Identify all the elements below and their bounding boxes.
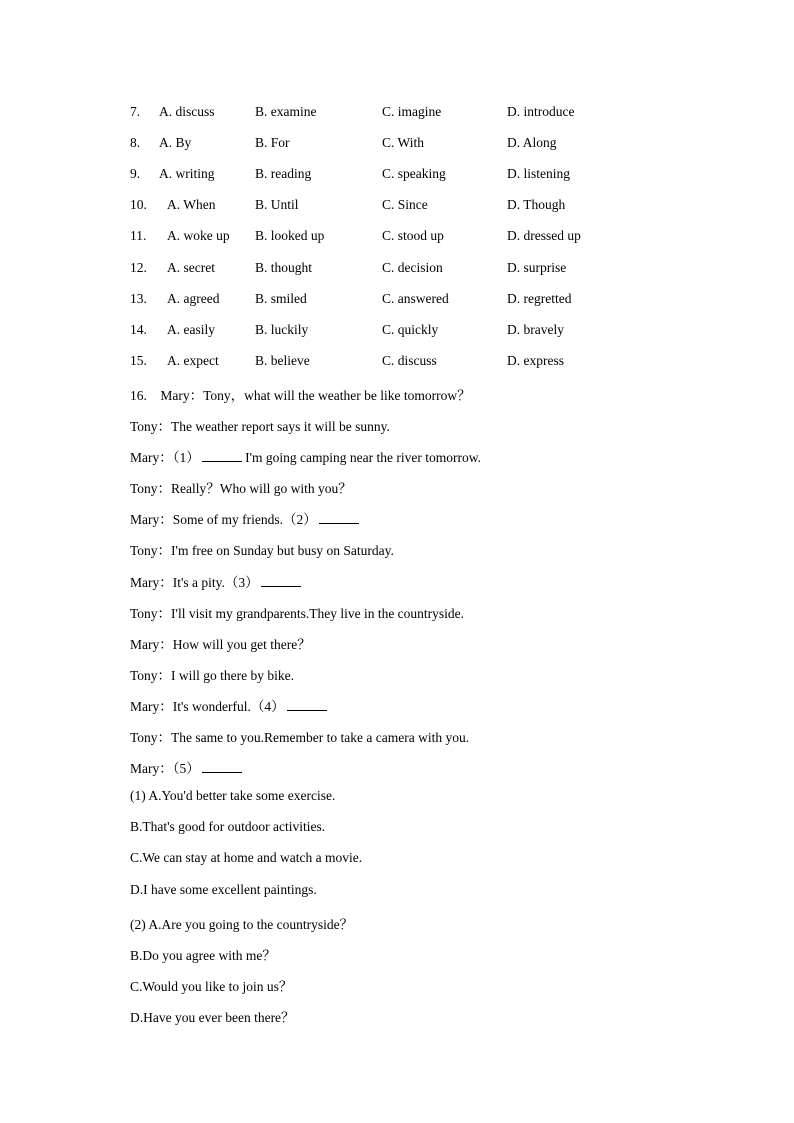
dialogue-text: Tony：The weather report says it will be sunny. (130, 419, 390, 434)
dialogue-text: Mary：How will you get there？ (130, 636, 311, 652)
answer-choice: B.That's good for outdoor activities. (130, 819, 326, 835)
option-a: A. discuss (159, 104, 215, 119)
option-b: B. looked up (255, 228, 325, 244)
question-row (130, 135, 610, 155)
option-b: B. believe (255, 352, 310, 368)
option-d: D. Though (507, 197, 566, 213)
dialogue-line (130, 571, 301, 591)
dialogue-text: Mary：It's wonderful.（4） (130, 698, 285, 714)
option-d: D. dressed up (507, 228, 581, 244)
question-number: 7. (130, 104, 141, 119)
option-c: C. decision (382, 259, 443, 275)
option-d: D. regretted (507, 290, 572, 306)
option-d: D. bravely (507, 321, 564, 337)
question-row (130, 166, 610, 186)
dialogue-text: Mary：（5） (130, 761, 200, 777)
option-c: C. discuss (382, 352, 437, 368)
question-row (130, 197, 610, 217)
question-number: 10. (130, 197, 147, 213)
option-a: A. expect (167, 352, 219, 368)
answer-choice: C.We can stay at home and watch a movie. (130, 850, 363, 866)
question-row (130, 228, 610, 248)
dialogue-text: Tony：The same to you.Remember to take a camera with you. (130, 730, 470, 745)
dialogue-line (130, 384, 471, 404)
answer-blank[interactable] (319, 511, 359, 524)
dialogue-line (130, 477, 352, 497)
question-row (130, 260, 610, 280)
option-b: B. reading (255, 166, 312, 182)
option-b: B. luckily (255, 321, 309, 337)
option-a: A. writing (159, 166, 215, 182)
dialogue-line (130, 726, 469, 746)
answer-choice: B.Do you agree with me？ (130, 947, 276, 963)
dialogue-line (130, 539, 394, 559)
option-a: A. agreed (167, 290, 220, 306)
question-number: 15. (130, 352, 147, 368)
question-row (130, 291, 610, 311)
option-b: B. thought (255, 259, 313, 275)
option-a: A. By (159, 135, 192, 151)
option-d: D. surprise (507, 259, 567, 275)
dialogue-text: Tony：I will go there by bike. (130, 667, 295, 683)
question-row (130, 104, 610, 124)
dialogue-line (130, 633, 311, 653)
option-b: B. For (255, 135, 290, 151)
option-c: C. Since (382, 197, 428, 213)
dialogue-line (130, 602, 464, 622)
question-number: 11. (130, 228, 147, 244)
dialogue-line (130, 508, 359, 528)
option-b: B. examine (255, 104, 317, 119)
answer-choice: (1) A.You'd better take some exercise. (130, 788, 336, 804)
option-d: D. listening (507, 166, 570, 182)
option-d: D. express (507, 352, 564, 368)
dialogue-line (130, 695, 327, 715)
dialogue-line (130, 446, 481, 466)
dialogue-text: Tony：I'm free on Sunday but busy on Saturday. (130, 543, 394, 559)
question-number: 8. (130, 135, 141, 151)
dialogue-line (130, 757, 242, 777)
answer-choice: (2) A.Are you going to the countryside？ (130, 916, 354, 932)
dialogue-text-after: I'm going camping near the river tomorrow. (241, 450, 481, 466)
dialogue-text: Tony：Really？Who will go with you？ (130, 481, 352, 497)
answer-blank[interactable] (202, 760, 242, 773)
option-b: B. Until (255, 197, 299, 213)
answer-blank[interactable] (202, 449, 242, 462)
dialogue-text: Mary：It's a pity.（3） (130, 574, 259, 590)
option-c: C. speaking (382, 166, 446, 182)
question-number: 13. (130, 290, 147, 306)
dialogue-line (130, 664, 294, 684)
option-a: A. secret (167, 259, 215, 275)
option-c: C. stood up (382, 228, 444, 244)
question-number: 12. (130, 259, 147, 275)
answer-blank[interactable] (261, 574, 301, 587)
option-a: A. woke up (167, 228, 230, 244)
option-a: A. When (167, 197, 216, 213)
dialogue-text: Tony：I'll visit my grandparents.They live in the countryside. (130, 605, 465, 621)
option-d: D. introduce (507, 104, 575, 119)
option-b: B. smiled (255, 290, 307, 306)
answer-blank[interactable] (287, 698, 327, 711)
answer-choice: D.I have some excellent paintings. (130, 881, 317, 897)
option-a: A. easily (167, 321, 215, 337)
dialogue-text: Mary：Some of my friends.（2） (130, 512, 317, 528)
dialogue-line (130, 415, 390, 435)
question-number: 9. (130, 166, 141, 182)
option-c: C. imagine (382, 104, 442, 119)
question-row (130, 353, 610, 373)
option-d: D. Along (507, 135, 557, 151)
answer-choice: D.Have you ever been there？ (130, 1009, 295, 1025)
dialogue-text: 16. Mary：Tony，what will the weather be like tomorrow？ (130, 387, 471, 403)
question-row (130, 322, 610, 342)
option-c: C. answered (382, 290, 449, 306)
answer-choice: C.Would you like to join us？ (130, 978, 293, 994)
option-c: C. With (382, 135, 424, 151)
option-c: C. quickly (382, 321, 439, 337)
dialogue-text: Mary：（1） (130, 450, 200, 466)
question-number: 14. (130, 321, 147, 337)
